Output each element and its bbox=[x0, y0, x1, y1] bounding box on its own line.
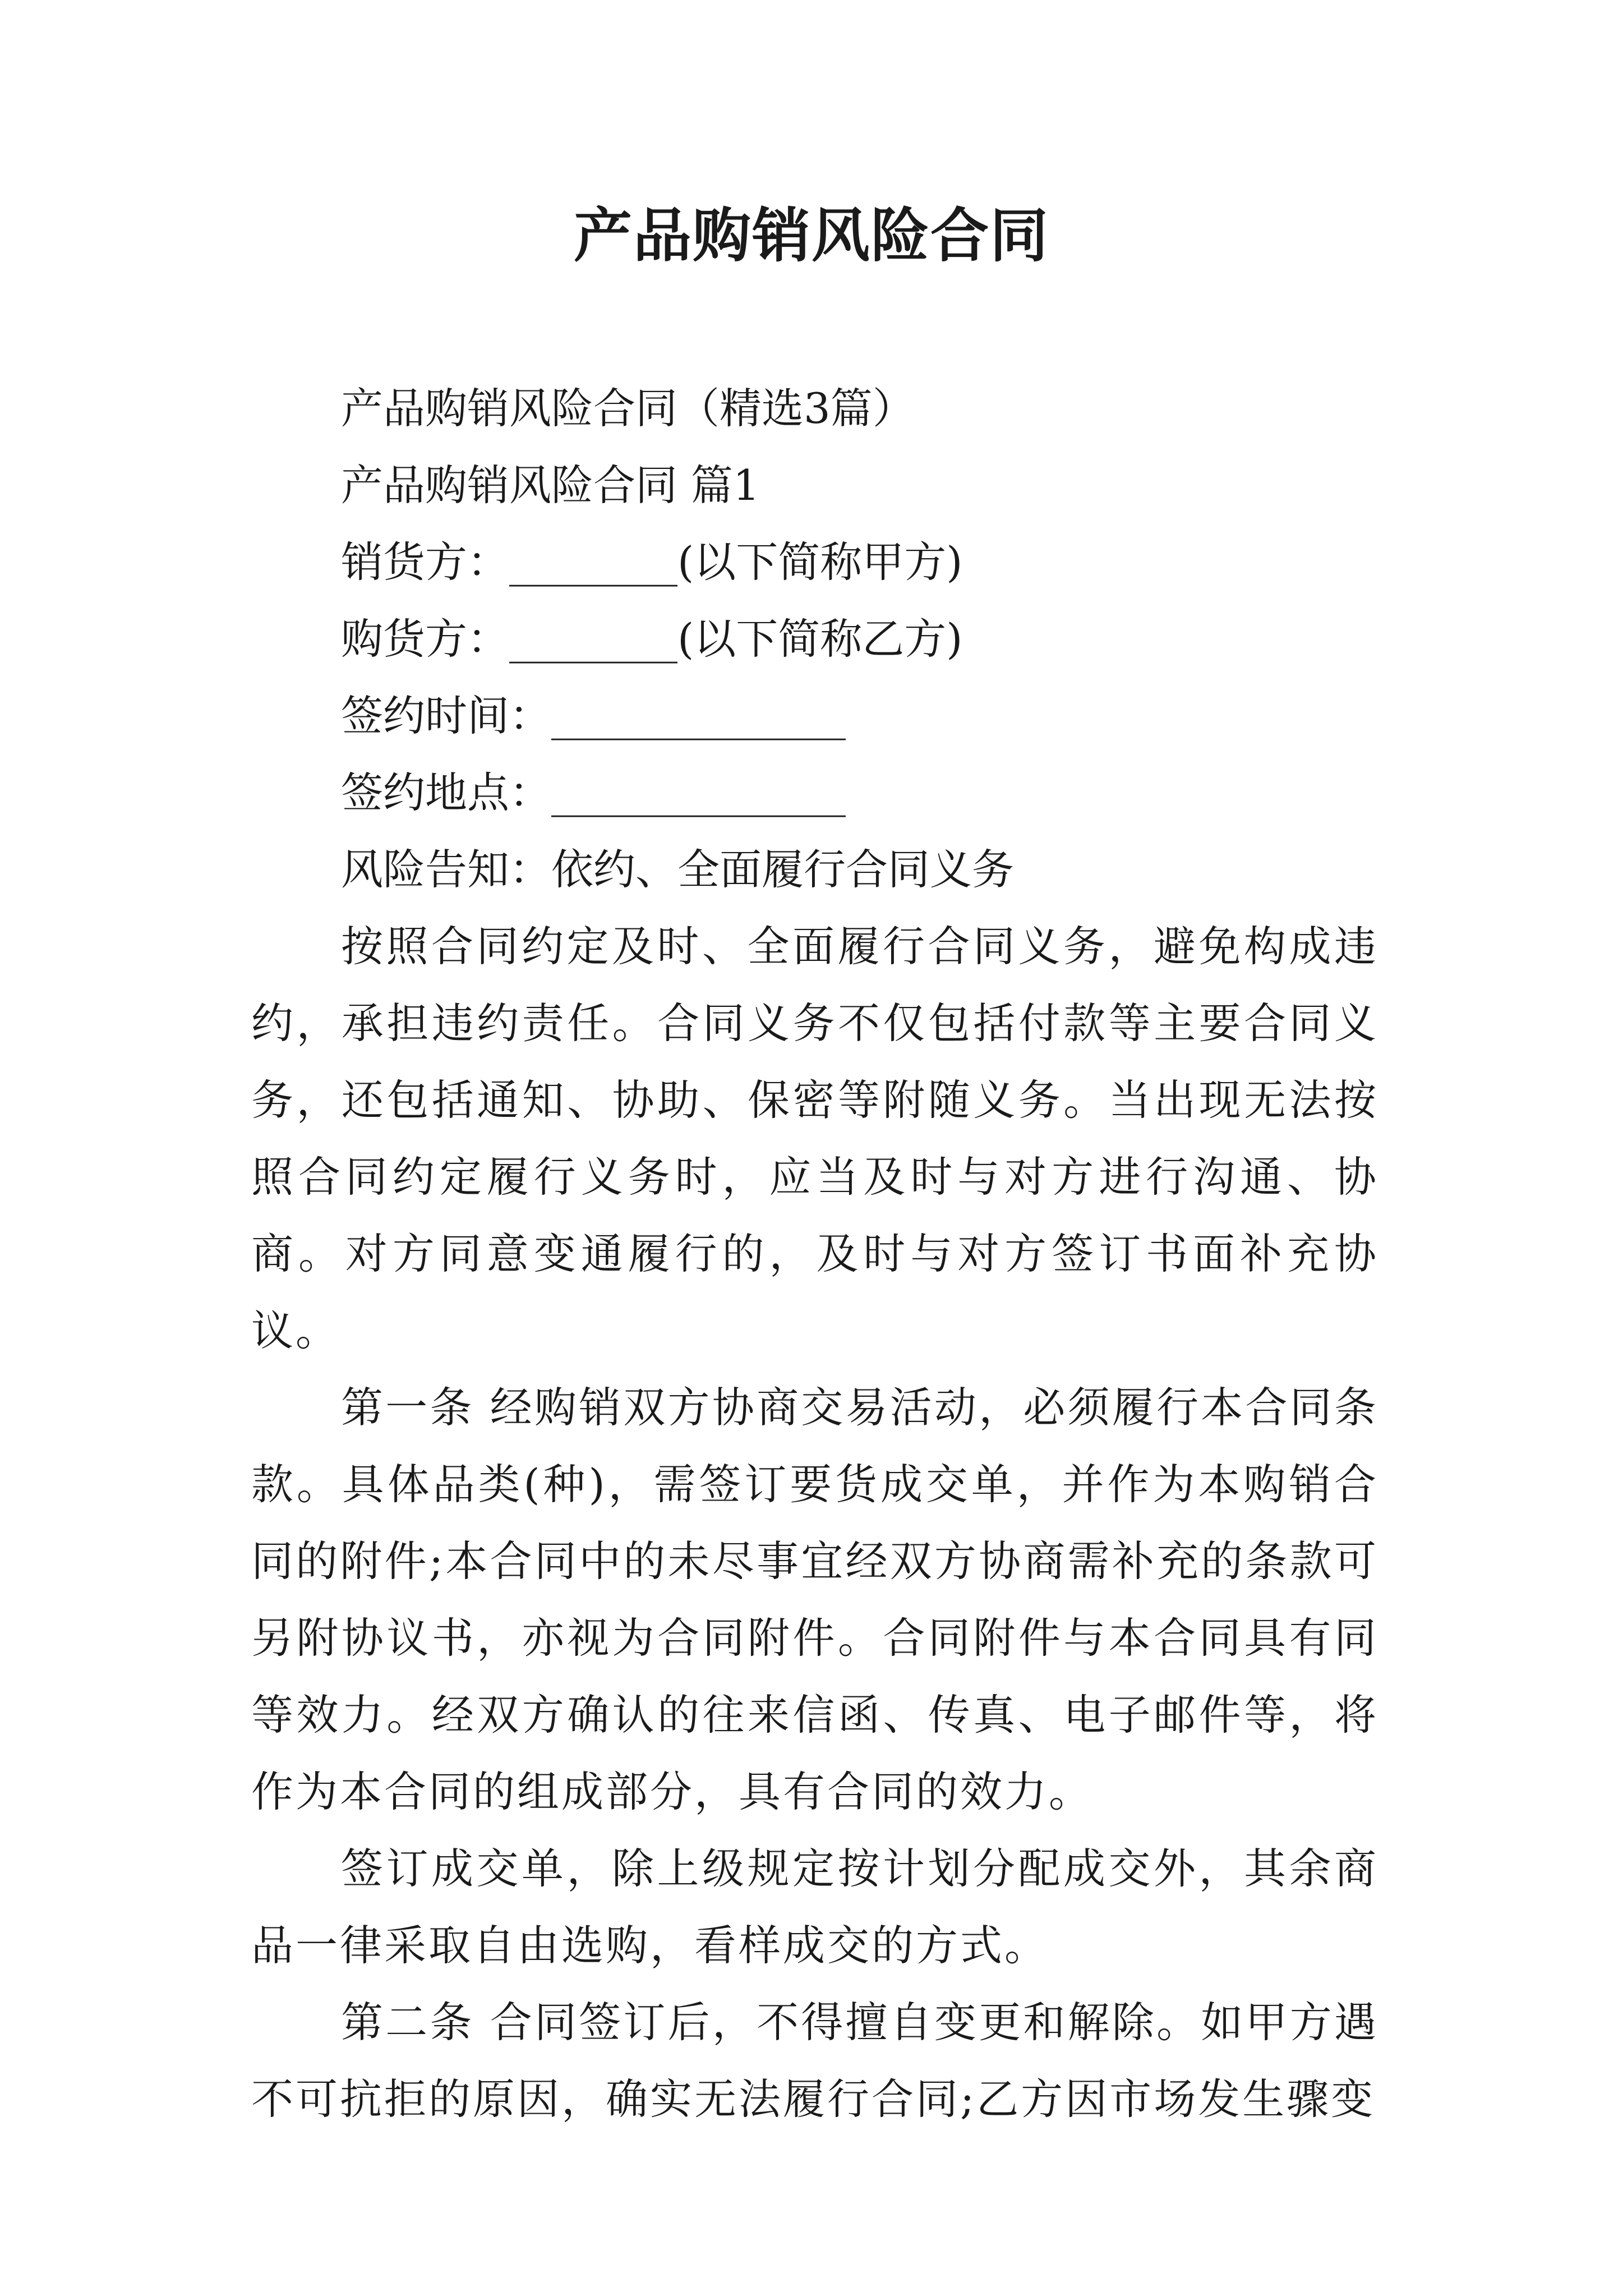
signing-place-line: 签约地点：______________ bbox=[341, 768, 846, 817]
paragraph-article-2: 第二条 合同签订后，不得擅自变更和解除。如甲方遇不可抗拒的原因，确实无法履行合同;乙方因市场发生骤变 bbox=[251, 1998, 1378, 2124]
paragraph-risk-notice: 按照合同约定及时、全面履行合同义务，避免构成违约，承担违约责任。合同义务不仅包括付款等主要合同义务，还包括通知、协助、保密等附随义务。当出现无法按照合同约定履行义务时，应当及时与对方进行沟通、协商。对方同意变通履行的，及时与对方签订书面补充协议。 bbox=[251, 922, 1378, 1355]
document-title: 产品购销风险合同 bbox=[573, 201, 1049, 270]
seller-line: 销货方：________(以下简称甲方) bbox=[341, 537, 963, 587]
paragraph-article-1: 第一条 经购销双方协商交易活动，必须履行本合同条款。具体品类(种)，需签订要货成交单，并作为本购销合同的附件;本合同中的未尽事宜经双方协商需补充的条款可另附协议书，亦视为合同附件。合同附件与本合同具有同等效力。经双方确认的往来信函、传真、电子邮件等，将作为本合同的组成部分，具有合同的效力。 bbox=[251, 1383, 1378, 1816]
risk-notice-line: 风险告知：依约、全面履行合同义务 bbox=[341, 845, 1015, 894]
signing-time-line: 签约时间：______________ bbox=[341, 691, 846, 740]
buyer-line: 购货方：________(以下简称乙方) bbox=[341, 614, 963, 664]
subtitle-line: 产品购销风险合同（精选3篇） bbox=[341, 384, 915, 433]
document-body bbox=[251, 370, 1378, 2138]
paragraph-order-form: 签订成交单，除上级规定按计划分配成交外，其余商品一律采取自由选购，看样成交的方式。 bbox=[251, 1844, 1378, 1970]
section-heading: 产品购销风险合同 篇1 bbox=[341, 461, 760, 510]
